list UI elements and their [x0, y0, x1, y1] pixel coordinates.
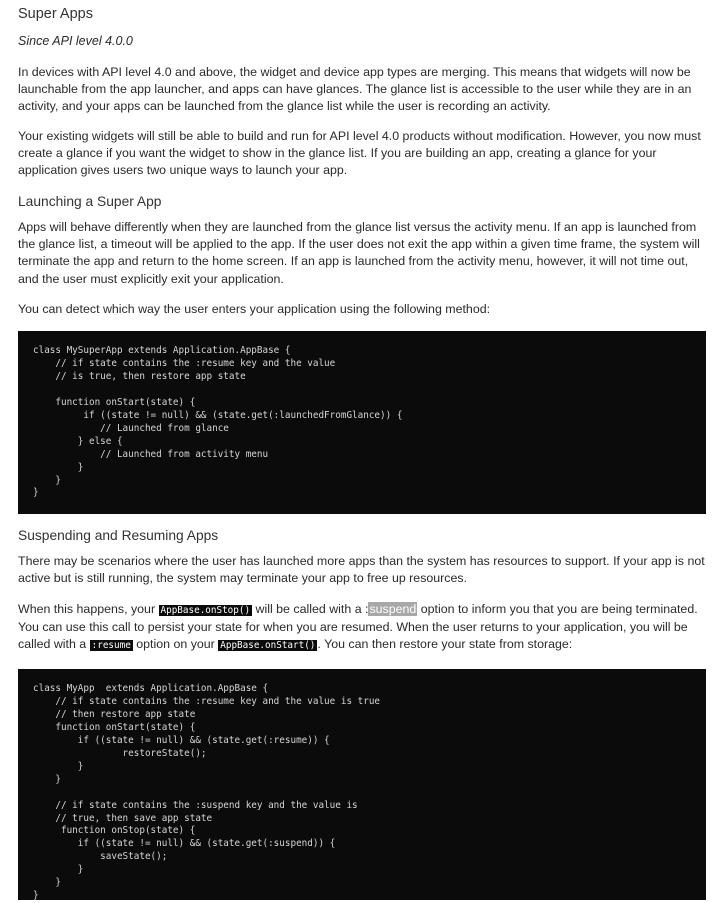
- code-block-launch: [18, 331, 706, 514]
- highlighted-suspend: suspend: [369, 602, 417, 616]
- code-suspend: class MyApp extends Application.AppBase { // if state contains the :resume key and the value is true // then restore app state function onStart(state) { if ((state != null) && (state.get(:resume)) { restoreState(); } } // if state contains the :suspend key and the value is // true, then save app state function onStop(state) { if ((state != null) && (state.get(:suspend)) { saveState(); } } }: [33, 683, 381, 902]
- page-title: Super Apps: [18, 6, 93, 22]
- text-segment: . You can then restore your state from storage:: [317, 637, 573, 652]
- launching-heading: Launching a Super App: [18, 194, 162, 209]
- inline-code-onstart: AppBase.onStart(): [220, 640, 316, 652]
- detect-paragraph: You can detect which way the user enters your application using the following method:: [18, 302, 491, 316]
- text-segment: option to inform you that you are being terminated. You can use this call to persist your state for when you are resumed. When the user returns to your application, you will be called with a: [18, 602, 698, 652]
- launching-paragraph: Apps will behave differently when they are launched from the glance list versus the activity menu. If an app is launched from the glance list, a timeout will be applied to the app. If the user does not exit the app within a given time frame, the system will terminate the app and return to the home screen. If an app is launched from the activity menu, however, it will not time out, and the user must explicitly exit your application.: [18, 220, 700, 286]
- text-segment: When this happens, your: [18, 602, 159, 616]
- inline-code-resume: :resume: [91, 640, 131, 652]
- text-segment: option on your: [132, 637, 219, 652]
- inline-code-onstop: AppBase.onStop(): [160, 605, 251, 616]
- text-segment: will be called with a :: [252, 602, 369, 616]
- intro-paragraph-2: Your existing widgets will still be able to build and run for API level 4.0 products without modification. However, you now must create a glance if you want the widget to show in the glance list. If you are building an app, creating a glance for your application gives users two unique ways to launch your app.: [18, 129, 701, 178]
- intro-paragraph-1: In devices with API level 4.0 and above, the widget and device app types are merging. This means that widgets will now be launchable from the app launcher, and apps can have glances. The glance list is accessible to the user while they are in an activity, and your apps can be launched from the glance list while the user is recording an activity.: [18, 65, 692, 114]
- api-level-subtitle: Since API level 4.0.0: [18, 34, 133, 48]
- suspend-resume-paragraph: [18, 601, 706, 655]
- suspending-heading: Suspending and Resuming Apps: [18, 528, 219, 543]
- suspending-paragraph: There may be scenarios where the user has launched more apps than the system has resources to support. If your app is not active but is still running, the system may terminate your app to free up resources.: [18, 554, 705, 586]
- code-block-suspend: [18, 669, 706, 900]
- code-launch: class MySuperApp extends Application.AppBase { // if state contains the :resume key and the value // is true, then restore app state function onStart(state) { if ((state != null) && (state.get(:launchedFromGlance)) { // Launched from glance } else { // Launched from activity menu } } }: [33, 345, 403, 499]
